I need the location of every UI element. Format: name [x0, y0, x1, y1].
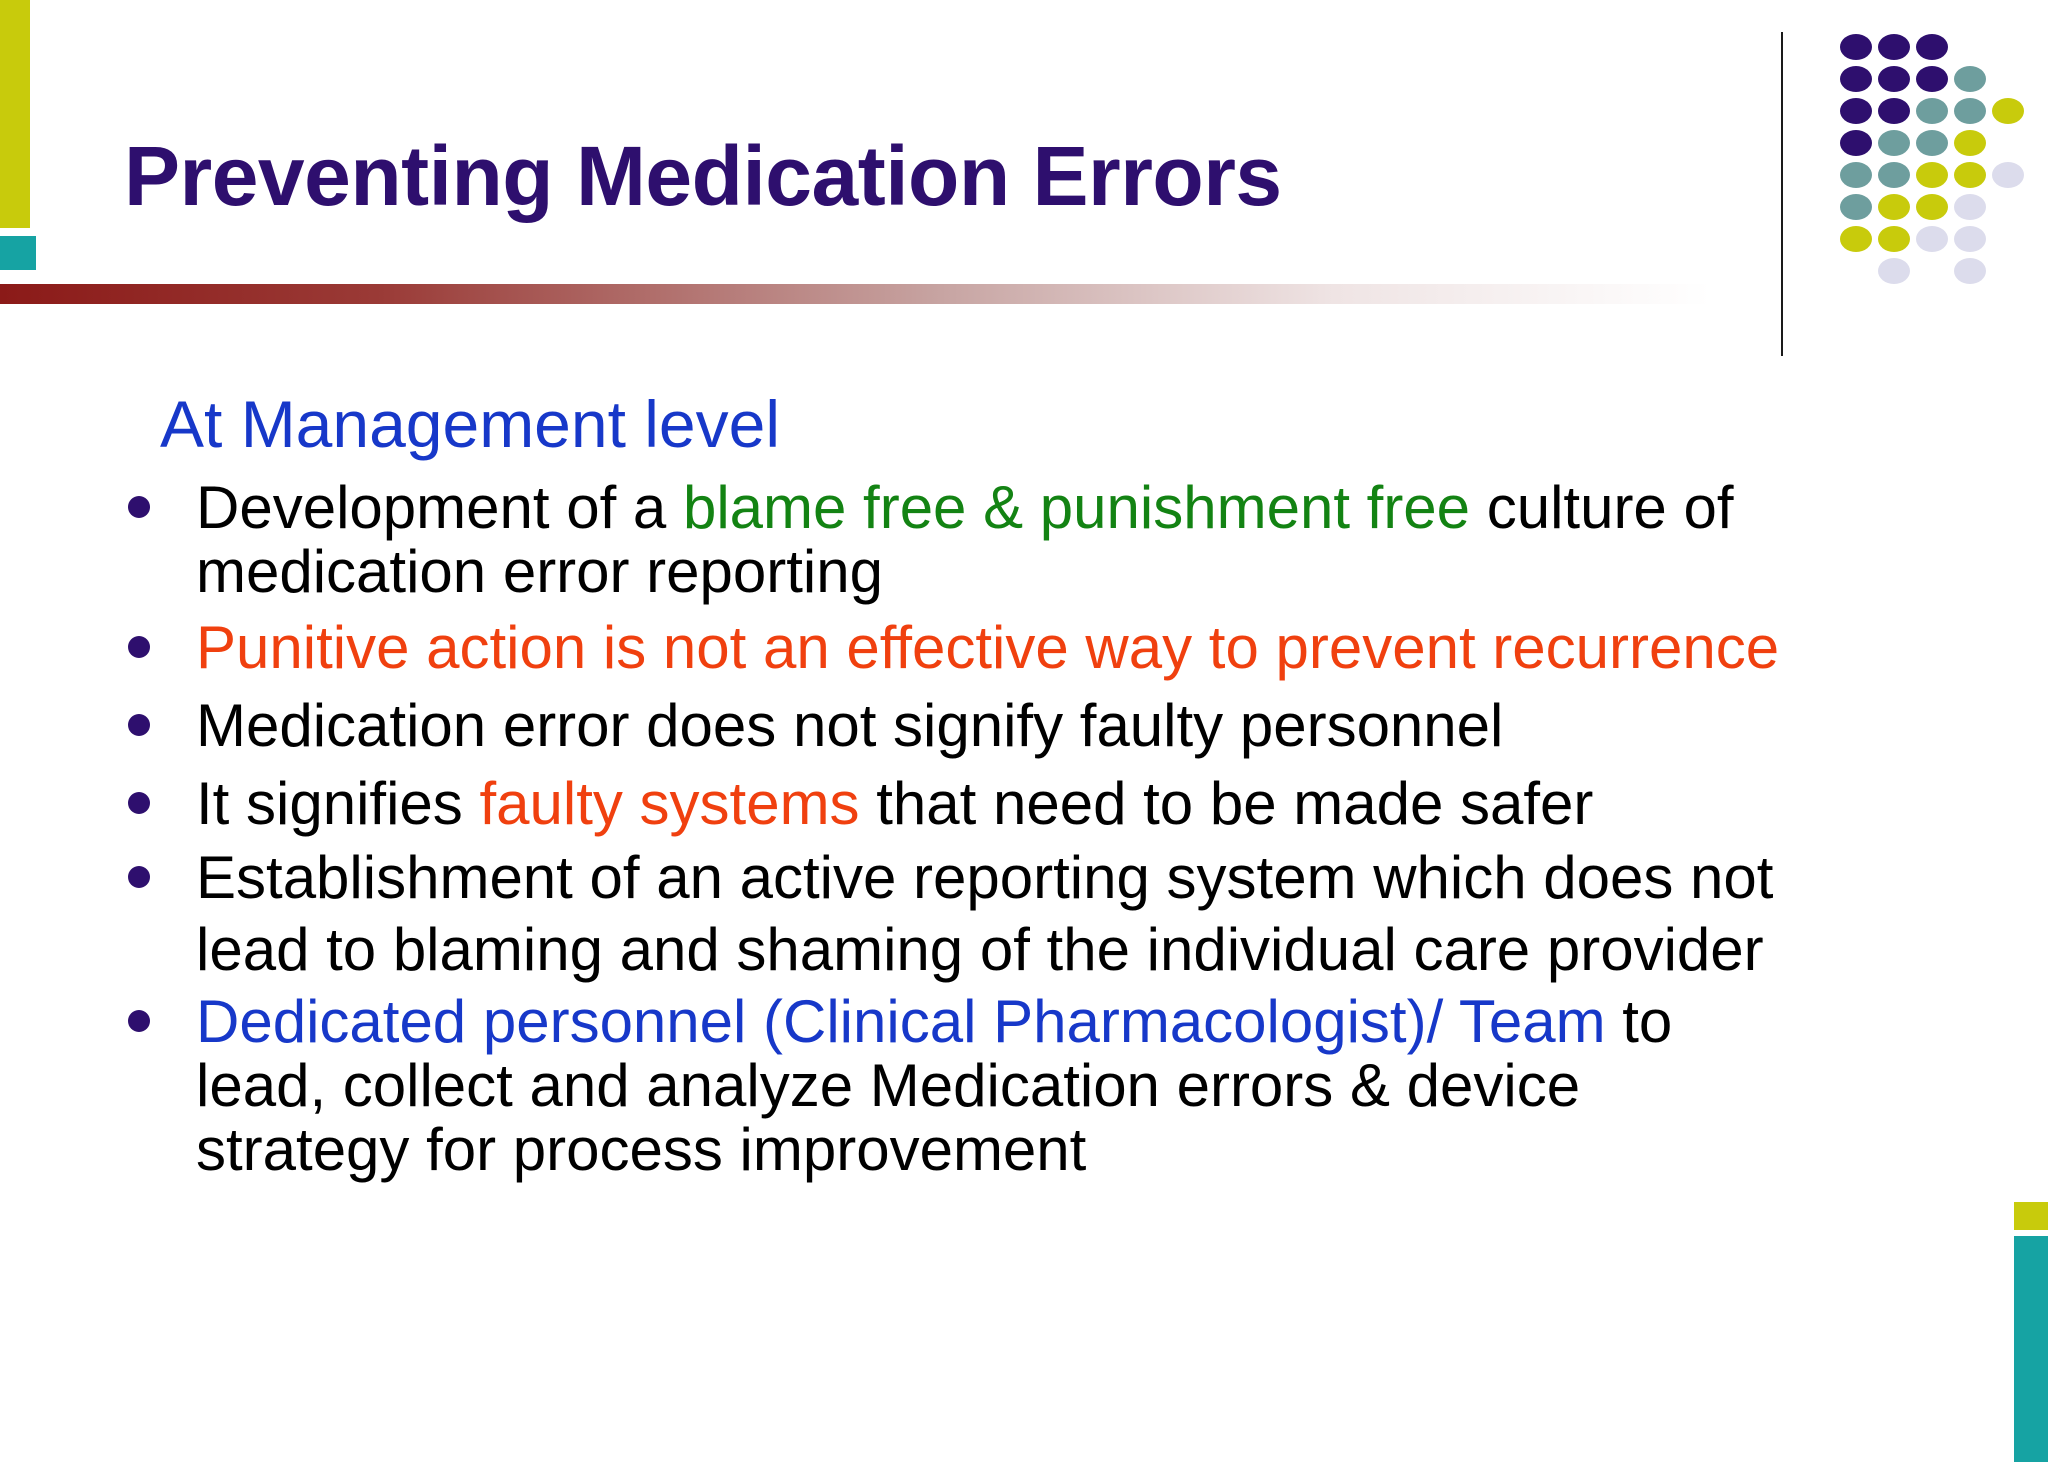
bullet-line — [196, 914, 1764, 986]
bullet-text-segment: It signifies — [196, 770, 480, 837]
decorative-dot — [1840, 34, 1872, 60]
decorative-dot — [1916, 226, 1948, 252]
bullet-line — [196, 990, 1672, 1054]
decorative-dot — [1878, 226, 1910, 252]
bullet-marker — [128, 866, 150, 888]
bullet-text-segment: culture of — [1470, 474, 1734, 541]
bullet-line — [196, 540, 883, 604]
bullet-text-segment: faulty systems — [479, 770, 860, 837]
decorative-dot — [1954, 258, 1986, 284]
bullet-line — [196, 694, 1503, 758]
left-accent-square-teal — [0, 236, 36, 270]
bullet-text-segment: lead to blaming and shaming of the individual care provider — [196, 916, 1764, 983]
bullet-text-segment: lead, collect and analyze Medication errors & device — [196, 1052, 1581, 1119]
bullet-line — [196, 1118, 1086, 1182]
bullet-text-segment: to — [1605, 988, 1673, 1055]
decorative-dot — [1840, 226, 1872, 252]
decorative-dot — [1840, 66, 1872, 92]
bullet-marker — [128, 496, 150, 518]
bullet-text-segment: strategy for process improvement — [196, 1116, 1087, 1183]
right-accent-square-yellow — [2014, 1202, 2048, 1230]
bullet-text-segment: blame free & punishment free — [682, 474, 1471, 541]
bullet-line — [196, 772, 1593, 836]
bullet-text-segment: Dedicated personnel (Clinical Pharmacologist)/ Team — [196, 988, 1606, 1055]
decorative-dot — [1878, 98, 1910, 124]
decorative-dot — [1992, 162, 2024, 188]
vertical-divider — [1781, 32, 1783, 356]
bullet-line — [196, 842, 1773, 914]
decorative-dot — [1954, 66, 1986, 92]
decorative-dot — [1878, 162, 1910, 188]
decorative-dot — [1954, 98, 1986, 124]
decorative-dot — [1916, 130, 1948, 156]
bullet-text-segment: Development of a — [196, 474, 683, 541]
bullet-marker — [128, 636, 150, 658]
decorative-dot — [1916, 66, 1948, 92]
decorative-dot — [1916, 98, 1948, 124]
decorative-dot — [1954, 162, 1986, 188]
decorative-dot — [1992, 98, 2024, 124]
bullet-text-segment: that need to be made safer — [859, 770, 1594, 837]
decorative-dot — [1916, 162, 1948, 188]
decorative-dot — [1878, 258, 1910, 284]
bullet-marker — [128, 792, 150, 814]
bullet-text-segment: Medication error does not signify faulty personnel — [196, 692, 1504, 759]
slide-subtitle: At Management level — [160, 387, 781, 461]
decorative-dot — [1878, 34, 1910, 60]
decorative-dot — [1878, 66, 1910, 92]
bullet-text-segment: Establishment of an active reporting system which does not — [196, 844, 1774, 911]
bullet-text-segment: Punitive action is not an effective way to prevent recurrence — [196, 614, 1780, 681]
bullet-line — [196, 616, 1779, 680]
bullet-marker — [128, 714, 150, 736]
bullet-text-segment: medication error reporting — [196, 538, 883, 605]
slide-title: Preventing Medication Errors — [124, 129, 1282, 223]
title-gradient-rule — [0, 284, 1710, 304]
left-accent-bar-yellow — [0, 0, 30, 228]
right-accent-bar-teal — [2014, 1236, 2048, 1462]
decorative-dot — [1916, 194, 1948, 220]
decorative-dot — [1954, 226, 1986, 252]
decorative-dot — [1840, 162, 1872, 188]
bullet-line — [196, 476, 1734, 540]
decorative-dot — [1840, 194, 1872, 220]
decorative-dot — [1878, 130, 1910, 156]
decorative-dot — [1954, 194, 1986, 220]
decorative-dot — [1916, 34, 1948, 60]
bullet-line — [196, 1054, 1580, 1118]
bullet-marker — [128, 1010, 150, 1032]
decorative-dot — [1954, 130, 1986, 156]
decorative-dot — [1840, 130, 1872, 156]
decorative-dot — [1840, 98, 1872, 124]
decorative-dot — [1878, 194, 1910, 220]
